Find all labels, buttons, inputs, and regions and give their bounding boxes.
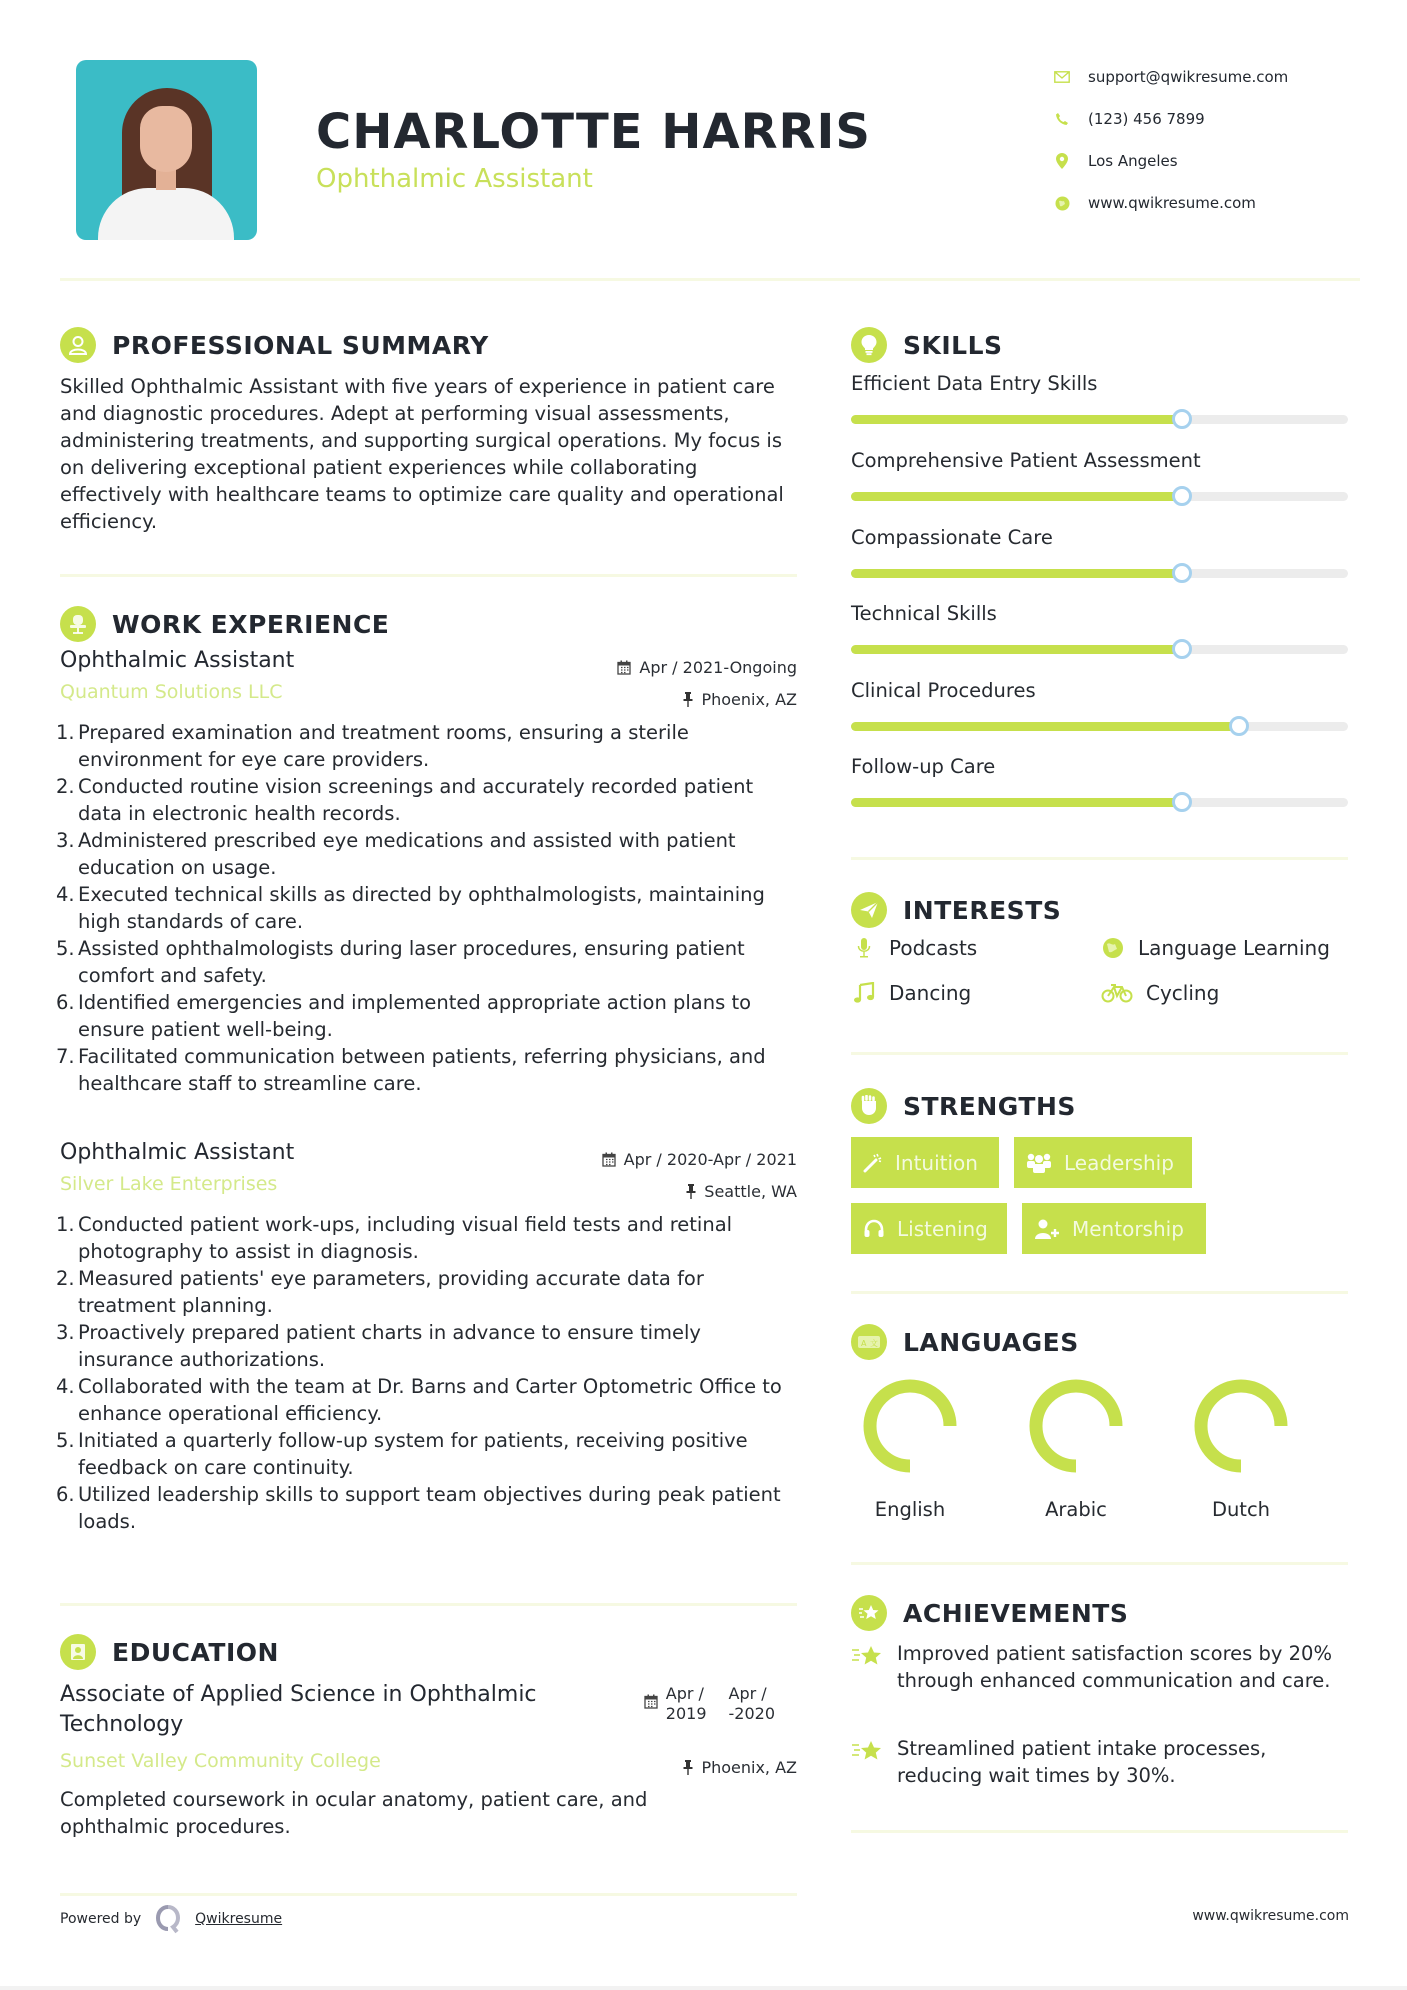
skill-item: Compassionate Care [851,526,1348,578]
star-icon [851,1735,887,1789]
profile-photo [76,60,257,240]
skill-item: Efficient Data Entry Skills [851,372,1348,424]
skill-item: Follow-up Care [851,755,1348,807]
skills-heading: SKILLS [851,327,1003,363]
list-item: 7. Facilitated communication between patients, referring physicians, and healthcare staff to streamline care. [56,1045,766,1095]
magic-wand-icon [863,1153,883,1173]
contact-location: Los Angeles [1052,140,1288,182]
strength-tag: Intuition [851,1137,999,1188]
list-item: 2. Conducted routine vision screenings and accurately recorded patient data in electronic health records. [56,775,754,825]
achievement-item: Streamlined patient intake processes, reducing wait times by 30%. [851,1735,1351,1789]
microphone-icon [851,937,877,959]
strength-tag: Mentorship [1022,1203,1206,1254]
candidate-name: CHARLOTTE HARRIS [316,104,871,160]
language-ring [862,1378,958,1474]
job-dates: Apr / 2021-Ongoing [617,658,797,677]
globe-icon [1052,193,1072,213]
skill-bar [851,569,1348,578]
graduate-icon [60,1634,96,1670]
list-item: 6. Identified emergencies and implemented appropriate action plans to ensure patient well-being. [56,991,752,1041]
user-icon [60,327,96,363]
achievements-heading: ACHIEVEMENTS [851,1595,1128,1631]
skill-knob [1172,792,1192,812]
skill-bar [851,798,1348,807]
job-entry [56,648,797,1097]
phone-icon [1052,109,1072,129]
svg-text:A: A [861,1339,867,1348]
qwikresume-logo-icon [155,1904,181,1934]
list-item: 1. Prepared examination and treatment rooms, ensuring a sterile environment for eye care providers. [56,721,689,771]
headphones-icon [863,1219,885,1239]
bicycle-icon [1100,983,1134,1003]
language-ring [1193,1378,1289,1474]
section-divider [851,1830,1348,1833]
work-heading: WORK EXPERIENCE [60,606,389,642]
summary-text: Skilled Ophthalmic Assistant with five years of experience in patient care and diagnostic procedures. Adept at performing visual assessments, administering treatments, and supporting surgical operations. My focus is on delivering exceptional patient experiences while collaborating effectively with healthcare teams to optimize care quality and operational efficiency. [60,375,784,533]
language-icon [851,1324,887,1360]
footer-divider [60,1893,797,1896]
school-name: Sunset Valley Community College [60,1750,381,1772]
users-icon [1026,1152,1052,1174]
section-divider [60,574,797,577]
education-location: Phoenix, AZ [683,1758,797,1777]
globe-icon [1100,937,1126,959]
list-item: 4. Collaborated with the team at Dr. Barns and Carter Optometric Office to enhance operational efficiency. [56,1375,782,1425]
pushpin-icon [683,1760,693,1775]
language-item: Arabic [1021,1378,1131,1521]
interests-heading: INTERESTS [851,892,1061,928]
interest-item: Dancing [851,981,971,1005]
degree-title: Associate of Applied Science in Ophthalmic Technology [60,1682,537,1737]
svg-text:文: 文 [870,1339,878,1348]
skill-knob [1172,486,1192,506]
section-divider [60,1603,797,1606]
skill-bar [851,415,1348,424]
calendar-icon [644,1694,658,1709]
list-item: 4. Executed technical skills as directed by ophthalmologists, maintaining high standards of care. [56,883,765,933]
list-item: 2. Measured patients' eye parameters, providing accurate data for treatment planning. [56,1267,704,1317]
calendar-icon [602,1152,616,1167]
language-item: Dutch [1186,1378,1296,1521]
interest-item: Podcasts [851,936,977,960]
fist-icon [851,1088,887,1124]
languages-heading: A 文 LANGUAGES [851,1324,1079,1360]
candidate-role: Ophthalmic Assistant [316,164,593,194]
skill-bar [851,492,1348,501]
job-location: Seattle, WA [686,1182,797,1201]
language-item: English [855,1378,965,1521]
map-marker-icon [1052,151,1072,171]
skill-item: Technical Skills [851,602,1348,654]
skill-item: Clinical Procedures [851,679,1348,731]
education-heading: EDUCATION [60,1634,279,1670]
job-responsibilities [56,1211,797,1535]
job-company: Quantum Solutions LLC [60,681,283,703]
achievement-item: Improved patient satisfaction scores by 20% through enhanced communication and care. [851,1640,1351,1694]
user-plus-icon [1034,1218,1060,1240]
header-divider [60,278,1360,281]
interest-item: Cycling [1100,981,1219,1005]
section-divider [851,1291,1348,1294]
footer-powered-by: Powered by Qwikresume [60,1904,282,1934]
briefcase-chair-icon [60,606,96,642]
envelope-icon [1052,67,1072,87]
section-divider [851,1052,1348,1055]
pushpin-icon [683,692,693,707]
qwikresume-link[interactable]: Qwikresume [195,1911,283,1927]
calendar-icon [617,660,631,675]
contact-website[interactable]: www.qwikresume.com [1052,182,1288,224]
job-entry [56,1140,797,1535]
skill-knob [1172,639,1192,659]
pushpin-icon [686,1184,696,1199]
skill-bar [851,645,1348,654]
list-item: 3. Proactively prepared patient charts in advance to ensure timely insurance authorizations. [56,1321,701,1371]
list-item: 5. Initiated a quarterly follow-up system for patients, receiving positive feedback on care continuity. [56,1429,748,1479]
list-item: 5. Assisted ophthalmologists during laser procedures, ensuring patient comfort and safety. [56,937,745,987]
skill-item: Comprehensive Patient Assessment [851,449,1348,501]
language-ring [1028,1378,1124,1474]
page-bottom-edge [0,1986,1407,1990]
job-location: Phoenix, AZ [683,690,797,709]
job-title: Ophthalmic Assistant [60,648,295,673]
job-dates: Apr / 2020-Apr / 2021 [602,1150,797,1169]
star-award-icon [851,1595,887,1631]
interest-item: Language Learning [1100,936,1330,960]
star-icon [851,1640,887,1694]
strength-tag: Leadership [1014,1137,1192,1188]
education-description: Completed coursework in ocular anatomy, patient care, and ophthalmic procedures. [60,1788,648,1838]
summary-heading: PROFESSIONAL SUMMARY [60,327,489,363]
list-item: 3. Administered prescribed eye medications and assisted with patient education on usage. [56,829,736,879]
section-divider [851,857,1348,860]
education-entry [60,1680,797,1840]
education-dates: Apr / 2019 Apr / -2020 [644,1684,775,1724]
strength-tag: Listening [851,1203,1007,1254]
job-company: Silver Lake Enterprises [60,1173,278,1195]
contact-list [1052,56,1288,224]
music-note-icon [851,982,877,1004]
skill-knob [1229,716,1249,736]
strengths-heading: STRENGTHS [851,1088,1076,1124]
job-responsibilities [56,719,797,1097]
section-divider [851,1562,1348,1565]
skill-knob [1172,409,1192,429]
contact-email[interactable]: support@qwikresume.com [1052,56,1288,98]
lightbulb-icon [851,327,887,363]
list-item: 1. Conducted patient work-ups, including visual field tests and retinal photography to assist in diagnosis. [56,1213,733,1263]
skill-bar [851,722,1348,731]
skill-knob [1172,563,1192,583]
job-title: Ophthalmic Assistant [60,1140,295,1165]
paper-plane-icon [851,892,887,928]
contact-phone[interactable]: (123) 456 7899 [1052,98,1288,140]
footer-website[interactable]: www.qwikresume.com [1192,1908,1349,1924]
list-item: 6. Utilized leadership skills to support team objectives during peak patient loads. [56,1483,781,1533]
